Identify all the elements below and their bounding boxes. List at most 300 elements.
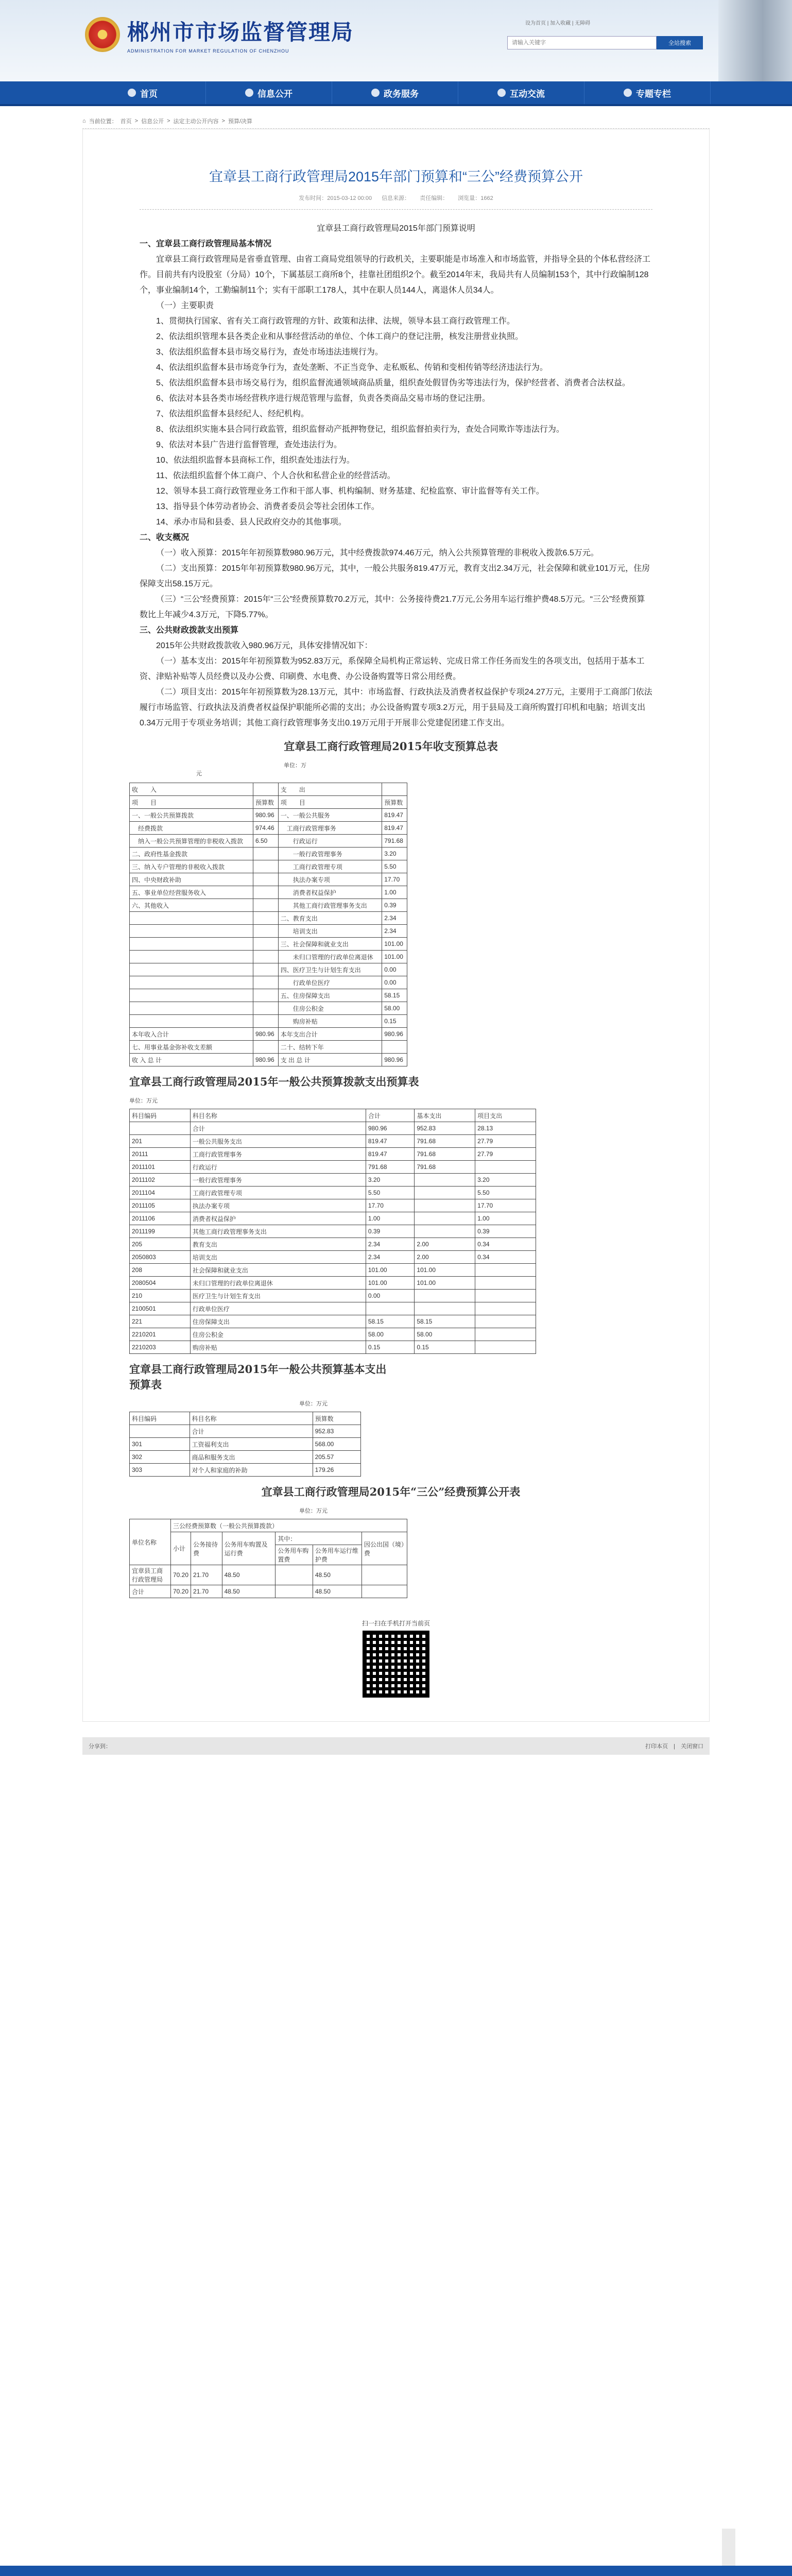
table-row bbox=[130, 1225, 536, 1238]
table-cell: 1.00 bbox=[475, 1212, 536, 1225]
article-body bbox=[140, 221, 652, 731]
table-row bbox=[130, 873, 407, 886]
table-cell: 6.50 bbox=[253, 835, 278, 848]
table-cell: 对个人和家庭的补助 bbox=[190, 1464, 313, 1477]
search-box bbox=[507, 36, 703, 49]
table-row bbox=[130, 912, 407, 925]
table-cell bbox=[130, 1015, 253, 1028]
doc-paragraph: 9、依法对本县广告进行监督管理，查处违法行为。 bbox=[156, 440, 342, 449]
share-label[interactable]: 分享到： bbox=[89, 1743, 111, 1750]
table-cell: 2100501 bbox=[130, 1302, 191, 1315]
table-cell: 科目编码 bbox=[130, 1412, 190, 1425]
table-cell: 58.00 bbox=[415, 1328, 475, 1341]
location-icon: ⌂ bbox=[82, 117, 86, 124]
table1-unit-2: 元 bbox=[196, 771, 202, 777]
table-row bbox=[130, 1438, 361, 1451]
table-cell: 2.34 bbox=[382, 912, 407, 925]
doc-paragraph: 二、收支概况 bbox=[140, 533, 190, 542]
table-row bbox=[130, 1002, 407, 1015]
table-cell: 0.39 bbox=[382, 899, 407, 912]
table-cell: 819.47 bbox=[366, 1135, 414, 1148]
table-cell: 70.20 bbox=[171, 1585, 191, 1598]
table-cell: 0.00 bbox=[382, 976, 407, 989]
table-cell bbox=[253, 951, 278, 963]
table-cell: 工商行政管理专项 bbox=[190, 1187, 366, 1199]
table-cell: 收 入 bbox=[130, 783, 253, 796]
table-cell: 工商行政管理专项 bbox=[278, 860, 382, 873]
table-cell: 预算数 bbox=[253, 796, 278, 809]
table-cell: 819.47 bbox=[382, 809, 407, 822]
basic-expense-table-section bbox=[129, 1361, 652, 1477]
table-cell: 20111 bbox=[130, 1148, 191, 1161]
table-row bbox=[130, 1028, 407, 1041]
table-cell: 179.26 bbox=[313, 1464, 360, 1477]
doc-paragraph: （三）“三公”经费预算：2015年“三公”经费预算数70.2万元，其中：公务接待费21.7万元,公务用车运行维护费48.5万元。“三公”经费预算数比上年减少4.3万元，下降5.77%。 bbox=[140, 595, 645, 619]
breadcrumb-info[interactable]: 信息公开 bbox=[141, 118, 164, 125]
table-cell bbox=[475, 1264, 536, 1277]
article bbox=[82, 129, 710, 1722]
table-cell: 28.13 bbox=[475, 1122, 536, 1135]
table-cell bbox=[276, 1565, 313, 1585]
top-links[interactable]: 设为首页 | 加入收藏 | 无障碍 bbox=[525, 21, 591, 26]
table-cell: 二、教育支出 bbox=[278, 912, 382, 925]
print-close-links[interactable]: 打印本页 | 关闭窗口 bbox=[645, 1743, 703, 1750]
doc-paragraph: （一）收入预算：2015年年初预算数980.96万元，其中经费拨款974.46万元，纳入公共预算管理的非税收入拨款6.5万元。 bbox=[156, 549, 599, 557]
breadcrumb-legal[interactable]: 法定主动公开内容 bbox=[173, 118, 219, 125]
table-cell: 48.50 bbox=[313, 1585, 361, 1598]
table-cell: 二、政府性基金拨款 bbox=[130, 848, 253, 860]
table-cell: 2.34 bbox=[366, 1251, 414, 1264]
info-icon bbox=[245, 89, 253, 97]
table-cell: 58.15 bbox=[366, 1315, 414, 1328]
nav-interact[interactable]: 互动交流 bbox=[458, 81, 584, 104]
table-cell: 791.68 bbox=[382, 835, 407, 848]
table-row bbox=[130, 1464, 361, 1477]
doc-paragraph: 12、领导本县工商行政管理业务工作和干部人事、机构编制、财务基建、纪检监察、审计监督等有关工作。 bbox=[156, 487, 544, 496]
table-cell: 合计 bbox=[366, 1109, 414, 1122]
table-cell: 一般公共服务支出 bbox=[190, 1135, 366, 1148]
doc-paragraph: 7、依法组织监督本县经纪人、经纪机构。 bbox=[156, 410, 309, 418]
service-icon bbox=[371, 89, 380, 97]
table-cell: 项目支出 bbox=[475, 1109, 536, 1122]
table-row bbox=[130, 1212, 536, 1225]
table-cell: 经费拨款 bbox=[130, 822, 253, 835]
table-cell: 2011106 bbox=[130, 1212, 191, 1225]
table-cell bbox=[253, 989, 278, 1002]
table-cell bbox=[415, 1302, 475, 1315]
topic-icon bbox=[624, 89, 632, 97]
table-cell: 0.34 bbox=[475, 1251, 536, 1264]
site-name-en: ADMINISTRATION FOR MARKET REGULATION OF CHENZHOU bbox=[127, 48, 289, 54]
table-row bbox=[130, 1015, 407, 1028]
table-cell: 支 出 bbox=[278, 783, 382, 796]
table-cell bbox=[475, 1277, 536, 1290]
table-cell: 2011104 bbox=[130, 1187, 191, 1199]
table-cell: 201 bbox=[130, 1135, 191, 1148]
table-cell: 0.15 bbox=[366, 1341, 414, 1354]
table-row bbox=[130, 1054, 407, 1066]
table-cell bbox=[253, 1002, 278, 1015]
table-row bbox=[130, 899, 407, 912]
table-cell bbox=[276, 1585, 313, 1598]
table-cell: 0.39 bbox=[366, 1225, 414, 1238]
doc-paragraph: 14、承办市局和县委、县人民政府交办的其他事项。 bbox=[156, 518, 347, 527]
breadcrumb: ⌂ 当前位置： 首页 > 信息公开 > 法定主动公开内容 > 预算/决算 bbox=[82, 113, 710, 129]
doc-paragraph: 宜章县工商行政管理局2015年部门预算说明 bbox=[317, 224, 475, 233]
table-cell: 2210201 bbox=[130, 1328, 191, 1341]
table-cell bbox=[253, 912, 278, 925]
table-cell: 101.00 bbox=[366, 1264, 414, 1277]
table-cell bbox=[253, 963, 278, 976]
table-cell: 五、住房保障支出 bbox=[278, 989, 382, 1002]
table-row bbox=[130, 1135, 536, 1148]
doc-paragraph: 5、依法组织监督本县市场交易行为，组织监督流通领域商品质量，组织查处假冒伪劣等违法行为，保护经营者、消费者合法权益。 bbox=[156, 379, 630, 387]
table-cell: 购房补贴 bbox=[190, 1341, 366, 1354]
table-cell: 980.96 bbox=[253, 1054, 278, 1066]
nav-special[interactable]: 专题专栏 bbox=[584, 81, 711, 104]
table-cell: 培训支出 bbox=[278, 925, 382, 938]
site-header bbox=[0, 0, 792, 81]
table-row bbox=[130, 1302, 536, 1315]
table-cell: 本年收入合计 bbox=[130, 1028, 253, 1041]
table-row bbox=[130, 848, 407, 860]
table-cell: 58.15 bbox=[415, 1315, 475, 1328]
table-cell: 支 出 总 计 bbox=[278, 1054, 382, 1066]
table-cell: 执法办案专项 bbox=[278, 873, 382, 886]
general-budget-table-section bbox=[129, 1074, 652, 1354]
table-cell: 一、一般公共预算拨款 bbox=[130, 809, 253, 822]
site-footer bbox=[0, 2566, 792, 2576]
table-cell: 三、纳入专户管理的非税收入拨款 bbox=[130, 860, 253, 873]
doc-paragraph: 4、依法组织监督本县市场竞争行为，查处垄断、不正当竞争、走私贩私、传销和变相传销等经济违法行为。 bbox=[156, 363, 548, 372]
table-cell: 科目编码 bbox=[130, 1109, 191, 1122]
table-cell bbox=[475, 1328, 536, 1341]
table-cell: 项 目 bbox=[130, 796, 253, 809]
table-cell: 消费者权益保护 bbox=[278, 886, 382, 899]
table-row bbox=[130, 1277, 536, 1290]
table-cell bbox=[415, 1212, 475, 1225]
budget-summary-table bbox=[129, 783, 407, 1066]
table-row bbox=[130, 989, 407, 1002]
table-cell: 0.34 bbox=[475, 1238, 536, 1251]
table-cell: 101.00 bbox=[366, 1277, 414, 1290]
table-row bbox=[130, 925, 407, 938]
national-emblem-icon bbox=[85, 17, 120, 52]
page-qr-code bbox=[363, 1631, 429, 1698]
table-cell: 0.00 bbox=[366, 1290, 414, 1302]
table-cell: 819.47 bbox=[366, 1148, 414, 1161]
table-cell: 预算数 bbox=[382, 796, 407, 809]
table-cell bbox=[253, 848, 278, 860]
table-cell: 教育支出 bbox=[190, 1238, 366, 1251]
table-cell: 70.20 bbox=[171, 1565, 191, 1585]
table-cell: 0.00 bbox=[382, 963, 407, 976]
table-cell bbox=[253, 873, 278, 886]
table-cell: 2050803 bbox=[130, 1251, 191, 1264]
table3-title: 宜章县工商行政管理局2015年一般公共预算基本支出预算表 bbox=[129, 1363, 387, 1391]
table-row bbox=[130, 1290, 536, 1302]
breadcrumb-home[interactable]: 首页 bbox=[120, 118, 132, 125]
table-cell bbox=[130, 938, 253, 951]
table-cell: 819.47 bbox=[382, 822, 407, 835]
main-nav bbox=[0, 81, 792, 106]
table-row bbox=[130, 1565, 407, 1585]
table-cell: 工商行政管理事务 bbox=[190, 1148, 366, 1161]
table-cell bbox=[415, 1225, 475, 1238]
table-cell bbox=[415, 1290, 475, 1302]
table-cell bbox=[361, 1585, 407, 1598]
table-cell bbox=[415, 1174, 475, 1187]
doc-paragraph: 2、依法组织管理本县各类企业和从事经营活动的单位、个体工商户的登记注册，核发注册营业执照。 bbox=[156, 332, 523, 341]
table-cell: 302 bbox=[130, 1451, 190, 1464]
table-cell: 科目名称 bbox=[190, 1412, 313, 1425]
table-cell: 980.96 bbox=[382, 1054, 407, 1066]
table-cell: 980.96 bbox=[382, 1028, 407, 1041]
table-row bbox=[130, 1425, 361, 1438]
share-bar bbox=[82, 1737, 710, 1755]
table-cell: 2080504 bbox=[130, 1277, 191, 1290]
table4-title: 宜章县工商行政管理局2015年“三公”经费预算公开表 bbox=[261, 1485, 521, 1498]
table-cell: 行政单位医疗 bbox=[278, 976, 382, 989]
general-budget-table bbox=[129, 1109, 536, 1354]
article-title: 宜章县工商行政管理局2015年部门预算和“三公”经费预算公开 bbox=[209, 169, 583, 184]
table1-unit: 单位：万 bbox=[284, 762, 306, 769]
table-cell: 208 bbox=[130, 1264, 191, 1277]
doc-paragraph: 11、依法组织监督个体工商户、个人合伙和私营企业的经营活动。 bbox=[156, 471, 395, 480]
table-cell: 纳入一般公共预算管理的非税收入拨款 bbox=[130, 835, 253, 848]
table-cell bbox=[253, 886, 278, 899]
table-cell bbox=[253, 938, 278, 951]
doc-paragraph: 宜章县工商行政管理局是省垂直管理、由省工商局党组领导的行政机关，主要职能是市场准入和市场监管，并指导全县的个体私营经济工作。目前共有内设股室（分局）10个，下属基层工商所8个，挂靠社团组织2个。截至2014年末，我局共有人员编制153个，其中行政编制128个，事业编制14个，工勤编制11个；实有干部职工178人，其中在职人员144人，离退休人员34人。 bbox=[140, 255, 651, 295]
table-cell: 3.20 bbox=[366, 1174, 414, 1187]
table-cell: 21.70 bbox=[191, 1565, 222, 1585]
table-row bbox=[130, 1148, 536, 1161]
table-cell bbox=[475, 1290, 536, 1302]
table-row bbox=[130, 1041, 407, 1054]
article-meta: 发布时间：2015-03-12 00:00 信息来源： 责任编辑： 浏览量：1662 bbox=[140, 194, 652, 210]
table-cell: 205 bbox=[130, 1238, 191, 1251]
table-row bbox=[130, 1122, 536, 1135]
table-cell: 27.79 bbox=[475, 1135, 536, 1148]
table-cell bbox=[253, 783, 278, 796]
table-cell: 六、其他收入 bbox=[130, 899, 253, 912]
table-cell bbox=[130, 925, 253, 938]
table-cell: 0.15 bbox=[382, 1015, 407, 1028]
table-cell: 宜章县工商行政管理局 bbox=[130, 1565, 171, 1585]
table-cell: 基本支出 bbox=[415, 1109, 475, 1122]
table-cell: 三、社会保障和就业支出 bbox=[278, 938, 382, 951]
table-cell: 一般行政管理事务 bbox=[190, 1174, 366, 1187]
table-row bbox=[130, 835, 407, 848]
table-cell bbox=[130, 963, 253, 976]
table-cell bbox=[382, 1041, 407, 1054]
table-cell bbox=[253, 976, 278, 989]
table-cell: 2011105 bbox=[130, 1199, 191, 1212]
table-cell bbox=[253, 1041, 278, 1054]
table-cell bbox=[475, 1161, 536, 1174]
table-row bbox=[130, 1585, 407, 1598]
table-cell: 其他工商行政管理事务支出 bbox=[278, 899, 382, 912]
table-cell: 行政运行 bbox=[278, 835, 382, 848]
table-cell: 980.96 bbox=[253, 1028, 278, 1041]
home-icon bbox=[128, 89, 136, 97]
table-cell: 收 入 总 计 bbox=[130, 1054, 253, 1066]
table-row bbox=[130, 1161, 536, 1174]
table-cell: 培训支出 bbox=[190, 1251, 366, 1264]
table-cell: 住房保障支出 bbox=[190, 1315, 366, 1328]
table-cell bbox=[130, 912, 253, 925]
table-row bbox=[130, 796, 407, 809]
table-cell: 0.39 bbox=[475, 1225, 536, 1238]
doc-paragraph: 一、宜章县工商行政管理局基本情况 bbox=[140, 240, 272, 248]
table-cell: 17.70 bbox=[382, 873, 407, 886]
doc-paragraph: （二）项目支出：2015年年初预算数为28.13万元，其中：市场监督、行政执法及消费者权益保护专项24.27万元，主要用于工商部门依法履行市场监管、行政执法及消费者权益保护职能所必需的支出；办公设备购置专项3.2万元，用于县局及工商所购置打印机和电脑；培训支出0.34万元用于专项业务培训；其他工商行政管理事务支出0.19万元用于开展非公党建促团建工作支出。 bbox=[140, 688, 652, 727]
table-cell: 科目名称 bbox=[190, 1109, 366, 1122]
table-cell: 住房公积金 bbox=[278, 1002, 382, 1015]
table-row bbox=[130, 1341, 536, 1354]
table-cell: 5.50 bbox=[475, 1187, 536, 1199]
three-public-table: 单位名称 三公经费预算数（一般公共预算拨款） 小计 公务接待费 公务用车购置及运行费 其中： 因公出国（境）费 公务用车购置费 公务用车运行维护费 宜章县工商行政管理局 70.20 21.70 48.50 48.50 合计 70.20 21.70 48.50 48.50 bbox=[129, 1519, 407, 1598]
table-row bbox=[130, 1328, 536, 1341]
table-cell bbox=[366, 1302, 414, 1315]
table-row bbox=[130, 1264, 536, 1277]
table-row bbox=[130, 1251, 536, 1264]
table-cell: 未归口管理的行政单位离退休 bbox=[190, 1277, 366, 1290]
table-cell: 101.00 bbox=[415, 1264, 475, 1277]
table-cell: 974.46 bbox=[253, 822, 278, 835]
table-row bbox=[130, 963, 407, 976]
table-cell: 本年支出合计 bbox=[278, 1028, 382, 1041]
table-cell bbox=[415, 1187, 475, 1199]
table-cell bbox=[253, 925, 278, 938]
table-cell: 952.83 bbox=[415, 1122, 475, 1135]
table-cell: 2011102 bbox=[130, 1174, 191, 1187]
table-cell: 医疗卫生与计划生育支出 bbox=[190, 1290, 366, 1302]
table-cell: 980.96 bbox=[366, 1122, 414, 1135]
table-cell: 四、中央财政补助 bbox=[130, 873, 253, 886]
table-row bbox=[130, 1199, 536, 1212]
table-cell: 791.68 bbox=[415, 1148, 475, 1161]
doc-paragraph: 2015年公共财政拨款收入980.96万元，具体安排情况如下： bbox=[156, 641, 373, 650]
site-name: 郴州市市场监督管理局 bbox=[127, 20, 354, 45]
table-cell bbox=[382, 783, 407, 796]
table-cell: 1.00 bbox=[382, 886, 407, 899]
search-button[interactable]: 全站搜索 bbox=[657, 36, 703, 49]
table-cell: 101.00 bbox=[415, 1277, 475, 1290]
table-cell bbox=[415, 1199, 475, 1212]
table-row bbox=[130, 1412, 361, 1425]
table-cell: 5.50 bbox=[366, 1187, 414, 1199]
table-cell bbox=[130, 951, 253, 963]
table-cell bbox=[130, 1002, 253, 1015]
nav-info[interactable]: 信息公开 bbox=[206, 81, 332, 104]
table-row bbox=[130, 951, 407, 963]
table-row bbox=[130, 783, 407, 796]
table-row bbox=[130, 976, 407, 989]
table-cell: 行政运行 bbox=[190, 1161, 366, 1174]
table-row bbox=[130, 1187, 536, 1199]
doc-paragraph: 1、贯彻执行国家、省有关工商行政管理的方针、政策和法律、法规，领导本县工商行政管理工作。 bbox=[156, 317, 515, 326]
breadcrumb-budget[interactable]: 预算/决算 bbox=[228, 118, 253, 125]
table-cell: 一般行政管理事务 bbox=[278, 848, 382, 860]
table-cell: 0.15 bbox=[415, 1341, 475, 1354]
table-cell: 27.79 bbox=[475, 1148, 536, 1161]
table-cell: 221 bbox=[130, 1315, 191, 1328]
table-cell: 101.00 bbox=[382, 938, 407, 951]
table-cell: 执法办案专项 bbox=[190, 1199, 366, 1212]
basic-expense-table bbox=[129, 1412, 361, 1477]
table-cell: 58.00 bbox=[366, 1328, 414, 1341]
table-cell: 五、事业单位经营服务收入 bbox=[130, 886, 253, 899]
table-cell: 合计 bbox=[130, 1585, 171, 1598]
table-cell bbox=[130, 1122, 191, 1135]
table-cell: 2.34 bbox=[366, 1238, 414, 1251]
table-cell: 四、医疗卫生与计划生育支出 bbox=[278, 963, 382, 976]
nav-service[interactable]: 政务服务 bbox=[332, 81, 458, 104]
table-cell: 合计 bbox=[190, 1425, 313, 1438]
table-cell: 17.70 bbox=[366, 1199, 414, 1212]
doc-paragraph: 3、依法组织监督本县市场交易行为，查处市场违法违规行为。 bbox=[156, 348, 383, 357]
doc-paragraph: 8、依法组织实施本县合同行政监管，组织监督动产抵押物登记，组织监督拍卖行为，查处合同欺诈等违法行为。 bbox=[156, 425, 564, 434]
table-cell: 2011199 bbox=[130, 1225, 191, 1238]
search-input[interactable] bbox=[507, 36, 657, 49]
table-cell: 952.83 bbox=[313, 1425, 360, 1438]
table-cell: 301 bbox=[130, 1438, 190, 1451]
table-cell: 791.68 bbox=[415, 1135, 475, 1148]
doc-paragraph: （一）基本支出：2015年年初预算数为952.83万元，系保障全局机构正常运转、完成日常工作任务而发生的各项支出，包括用于基本工资、津贴补贴等人员经费以及办公费、印刷费、水电费、办公设备购置等日常公用经费。 bbox=[140, 657, 645, 681]
table3-unit: 单位：万元 bbox=[299, 1401, 328, 1407]
table-cell: 568.00 bbox=[313, 1438, 360, 1451]
table-cell: 48.50 bbox=[222, 1565, 276, 1585]
table-row bbox=[130, 1315, 536, 1328]
table-cell bbox=[475, 1302, 536, 1315]
table-cell bbox=[475, 1341, 536, 1354]
table2-unit: 单位：万元 bbox=[129, 1098, 158, 1104]
revenue-expense-table-section bbox=[129, 738, 652, 1066]
table-cell bbox=[130, 989, 253, 1002]
table-cell: 项 目 bbox=[278, 796, 382, 809]
table-cell: 2.00 bbox=[415, 1251, 475, 1264]
table-cell: 1.00 bbox=[366, 1212, 414, 1225]
table-cell: 2210203 bbox=[130, 1341, 191, 1354]
table-cell: 2.00 bbox=[415, 1238, 475, 1251]
table-cell: 48.50 bbox=[222, 1585, 276, 1598]
table4-unit: 单位：万元 bbox=[299, 1508, 328, 1514]
table-cell: 205.57 bbox=[313, 1451, 360, 1464]
table-row bbox=[130, 1109, 536, 1122]
site-logo[interactable] bbox=[85, 15, 354, 54]
table-cell bbox=[253, 899, 278, 912]
table-cell: 合计 bbox=[190, 1122, 366, 1135]
table2-title: 宜章县工商行政管理局2015年一般公共预算拨款支出预算表 bbox=[129, 1075, 419, 1088]
table-cell: 3.20 bbox=[475, 1174, 536, 1187]
table-cell bbox=[130, 976, 253, 989]
table-cell: 消费者权益保护 bbox=[190, 1212, 366, 1225]
table-cell: 303 bbox=[130, 1464, 190, 1477]
qr-label: 扫一扫在手机打开当前页 bbox=[361, 1620, 430, 1627]
three-public-table-section bbox=[129, 1484, 652, 1598]
doc-paragraph: （二）支出预算：2015年年初预算数980.96万元，其中，一般公共服务819.47万元，教育支出2.34万元，社会保障和就业101万元，住房保障支出58.15万元。 bbox=[140, 564, 650, 588]
table-cell: 社会保障和就业支出 bbox=[190, 1264, 366, 1277]
table-cell bbox=[361, 1565, 407, 1585]
table-cell: 58.00 bbox=[382, 1002, 407, 1015]
table-cell: 商品和服务支出 bbox=[190, 1451, 313, 1464]
table-cell: 980.96 bbox=[253, 809, 278, 822]
nav-home[interactable]: 首页 bbox=[80, 81, 206, 104]
doc-paragraph: 10、依法组织监督本县商标工作，组织查处违法行为。 bbox=[156, 456, 355, 465]
table-cell: 5.50 bbox=[382, 860, 407, 873]
table-cell: 58.15 bbox=[382, 989, 407, 1002]
